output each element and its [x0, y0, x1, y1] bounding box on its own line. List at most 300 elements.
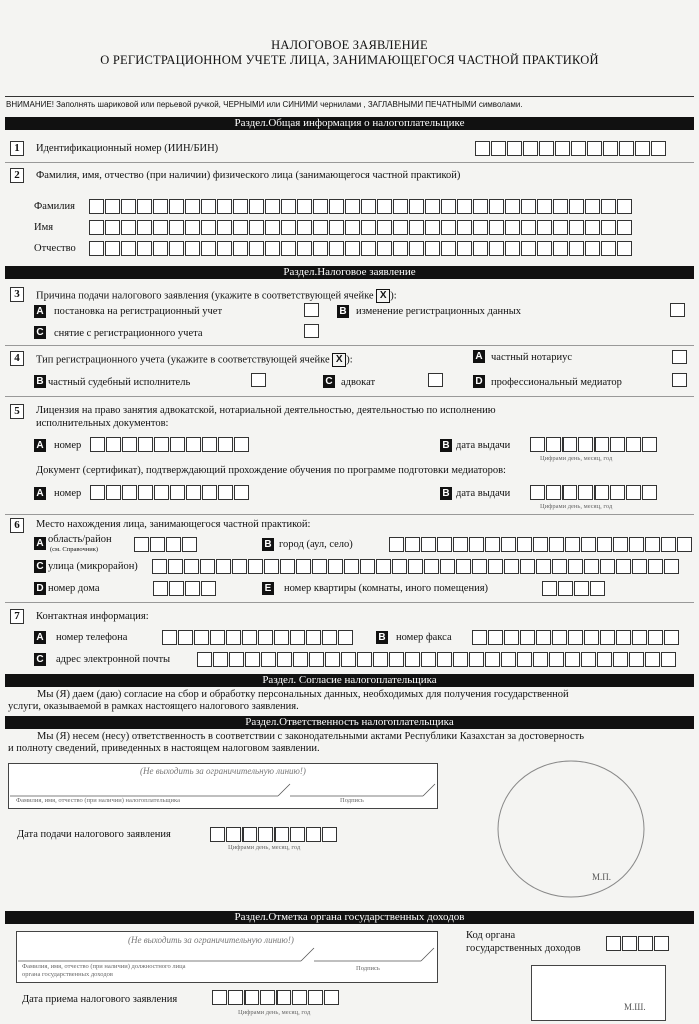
char-cell[interactable]	[472, 630, 487, 645]
char-cell[interactable]	[585, 241, 600, 256]
char-cell[interactable]	[242, 630, 257, 645]
char-cell[interactable]	[121, 220, 136, 235]
char-cell[interactable]	[184, 559, 199, 574]
char-cell[interactable]	[373, 652, 388, 667]
char-cell[interactable]	[501, 652, 516, 667]
char-cell[interactable]	[377, 199, 392, 214]
char-cell[interactable]	[485, 652, 500, 667]
char-cell[interactable]	[505, 199, 520, 214]
char-cell[interactable]	[606, 936, 621, 951]
char-cell[interactable]	[521, 241, 536, 256]
char-cell[interactable]	[322, 827, 337, 842]
char-cell[interactable]	[166, 537, 181, 552]
char-cell[interactable]	[393, 220, 408, 235]
char-cell[interactable]	[473, 199, 488, 214]
char-cell[interactable]	[441, 220, 456, 235]
char-cell[interactable]	[105, 220, 120, 235]
char-cell[interactable]	[89, 199, 104, 214]
char-cell[interactable]	[265, 199, 280, 214]
char-cell[interactable]	[308, 990, 323, 1005]
type-a-checkbox[interactable]	[672, 350, 687, 364]
char-cell[interactable]	[569, 199, 584, 214]
char-cell[interactable]	[549, 652, 564, 667]
char-cell[interactable]	[601, 220, 616, 235]
char-cell[interactable]	[453, 652, 468, 667]
char-cell[interactable]	[661, 537, 676, 552]
phone-cells[interactable]	[162, 630, 353, 645]
char-cell[interactable]	[105, 199, 120, 214]
char-cell[interactable]	[457, 241, 472, 256]
char-cell[interactable]	[168, 559, 183, 574]
iin-cells[interactable]	[475, 141, 666, 156]
char-cell[interactable]	[290, 827, 305, 842]
char-cell[interactable]	[485, 537, 500, 552]
char-cell[interactable]	[473, 220, 488, 235]
char-cell[interactable]	[182, 537, 197, 552]
char-cell[interactable]	[153, 581, 168, 596]
char-cell[interactable]	[601, 199, 616, 214]
char-cell[interactable]	[521, 220, 536, 235]
char-cell[interactable]	[542, 581, 557, 596]
char-cell[interactable]	[249, 241, 264, 256]
char-cell[interactable]	[440, 559, 455, 574]
char-cell[interactable]	[137, 199, 152, 214]
char-cell[interactable]	[264, 559, 279, 574]
char-cell[interactable]	[549, 537, 564, 552]
char-cell[interactable]	[345, 199, 360, 214]
char-cell[interactable]	[546, 485, 561, 500]
char-cell[interactable]	[329, 220, 344, 235]
char-cell[interactable]	[229, 652, 244, 667]
char-cell[interactable]	[456, 559, 471, 574]
char-cell[interactable]	[409, 199, 424, 214]
char-cell[interactable]	[234, 485, 249, 500]
char-cell[interactable]	[293, 652, 308, 667]
char-cell[interactable]	[405, 537, 420, 552]
char-cell[interactable]	[617, 220, 632, 235]
char-cell[interactable]	[533, 537, 548, 552]
char-cell[interactable]	[201, 241, 216, 256]
char-cell[interactable]	[89, 220, 104, 235]
char-cell[interactable]	[626, 485, 641, 500]
char-cell[interactable]	[553, 199, 568, 214]
char-cell[interactable]	[90, 437, 105, 452]
char-cell[interactable]	[437, 537, 452, 552]
char-cell[interactable]	[138, 437, 153, 452]
char-cell[interactable]	[581, 652, 596, 667]
char-cell[interactable]	[170, 485, 185, 500]
char-cell[interactable]	[153, 241, 168, 256]
region-cells[interactable]	[134, 537, 197, 552]
char-cell[interactable]	[552, 630, 567, 645]
char-cell[interactable]	[562, 437, 577, 452]
char-cell[interactable]	[345, 220, 360, 235]
char-cell[interactable]	[313, 220, 328, 235]
char-cell[interactable]	[425, 199, 440, 214]
char-cell[interactable]	[664, 559, 679, 574]
char-cell[interactable]	[574, 581, 589, 596]
char-cell[interactable]	[309, 652, 324, 667]
doc-date-cells[interactable]	[530, 485, 657, 500]
char-cell[interactable]	[265, 241, 280, 256]
char-cell[interactable]	[202, 485, 217, 500]
char-cell[interactable]	[212, 990, 227, 1005]
char-cell[interactable]	[281, 199, 296, 214]
char-cell[interactable]	[389, 652, 404, 667]
char-cell[interactable]	[488, 630, 503, 645]
char-cell[interactable]	[425, 241, 440, 256]
char-cell[interactable]	[654, 936, 669, 951]
char-cell[interactable]	[329, 241, 344, 256]
char-cell[interactable]	[505, 241, 520, 256]
char-cell[interactable]	[537, 241, 552, 256]
char-cell[interactable]	[585, 220, 600, 235]
char-cell[interactable]	[122, 437, 137, 452]
char-cell[interactable]	[121, 241, 136, 256]
char-cell[interactable]	[597, 537, 612, 552]
char-cell[interactable]	[626, 437, 641, 452]
char-cell[interactable]	[218, 437, 233, 452]
char-cell[interactable]	[457, 220, 472, 235]
char-cell[interactable]	[228, 990, 243, 1005]
char-cell[interactable]	[457, 199, 472, 214]
char-cell[interactable]	[453, 537, 468, 552]
char-cell[interactable]	[491, 141, 506, 156]
char-cell[interactable]	[137, 220, 152, 235]
char-cell[interactable]	[405, 652, 420, 667]
char-cell[interactable]	[473, 241, 488, 256]
char-cell[interactable]	[341, 652, 356, 667]
char-cell[interactable]	[376, 559, 391, 574]
char-cell[interactable]	[553, 241, 568, 256]
char-cell[interactable]	[297, 241, 312, 256]
email-cells[interactable]	[197, 652, 676, 667]
char-cell[interactable]	[578, 485, 593, 500]
char-cell[interactable]	[185, 241, 200, 256]
type-b-checkbox[interactable]	[251, 373, 266, 387]
char-cell[interactable]	[619, 141, 634, 156]
char-cell[interactable]	[409, 241, 424, 256]
char-cell[interactable]	[469, 652, 484, 667]
char-cell[interactable]	[613, 652, 628, 667]
apartment-cells[interactable]	[542, 581, 605, 596]
char-cell[interactable]	[324, 990, 339, 1005]
char-cell[interactable]	[517, 537, 532, 552]
char-cell[interactable]	[248, 559, 263, 574]
char-cell[interactable]	[217, 241, 232, 256]
char-cell[interactable]	[197, 652, 212, 667]
char-cell[interactable]	[312, 559, 327, 574]
char-cell[interactable]	[610, 437, 625, 452]
type-d-checkbox[interactable]	[672, 373, 687, 387]
char-cell[interactable]	[201, 199, 216, 214]
char-cell[interactable]	[587, 141, 602, 156]
char-cell[interactable]	[552, 559, 567, 574]
char-cell[interactable]	[106, 485, 121, 500]
char-cell[interactable]	[610, 485, 625, 500]
char-cell[interactable]	[377, 241, 392, 256]
char-cell[interactable]	[361, 241, 376, 256]
char-cell[interactable]	[635, 141, 650, 156]
char-cell[interactable]	[202, 437, 217, 452]
char-cell[interactable]	[137, 241, 152, 256]
char-cell[interactable]	[216, 559, 231, 574]
char-cell[interactable]	[546, 437, 561, 452]
char-cell[interactable]	[242, 827, 257, 842]
char-cell[interactable]	[441, 241, 456, 256]
char-cell[interactable]	[313, 241, 328, 256]
char-cell[interactable]	[258, 630, 273, 645]
char-cell[interactable]	[186, 485, 201, 500]
char-cell[interactable]	[292, 990, 307, 1005]
char-cell[interactable]	[421, 537, 436, 552]
char-cell[interactable]	[504, 630, 519, 645]
char-cell[interactable]	[249, 199, 264, 214]
char-cell[interactable]	[568, 630, 583, 645]
char-cell[interactable]	[389, 537, 404, 552]
char-cell[interactable]	[600, 559, 615, 574]
char-cell[interactable]	[645, 537, 660, 552]
char-cell[interactable]	[274, 827, 289, 842]
char-cell[interactable]	[603, 141, 618, 156]
char-cell[interactable]	[210, 630, 225, 645]
char-cell[interactable]	[539, 141, 554, 156]
char-cell[interactable]	[89, 241, 104, 256]
char-cell[interactable]	[537, 199, 552, 214]
char-cell[interactable]	[105, 241, 120, 256]
char-cell[interactable]	[90, 485, 105, 500]
char-cell[interactable]	[213, 652, 228, 667]
char-cell[interactable]	[344, 559, 359, 574]
authority-code-cells[interactable]	[606, 936, 669, 951]
char-cell[interactable]	[581, 537, 596, 552]
char-cell[interactable]	[622, 936, 637, 951]
char-cell[interactable]	[632, 559, 647, 574]
char-cell[interactable]	[106, 437, 121, 452]
char-cell[interactable]	[306, 827, 321, 842]
char-cell[interactable]	[584, 630, 599, 645]
receive-date-cells[interactable]	[212, 990, 339, 1005]
char-cell[interactable]	[475, 141, 490, 156]
char-cell[interactable]	[571, 141, 586, 156]
char-cell[interactable]	[533, 652, 548, 667]
char-cell[interactable]	[597, 652, 612, 667]
char-cell[interactable]	[578, 437, 593, 452]
char-cell[interactable]	[555, 141, 570, 156]
char-cell[interactable]	[232, 559, 247, 574]
char-cell[interactable]	[186, 437, 201, 452]
name-cells[interactable]	[89, 220, 632, 235]
char-cell[interactable]	[645, 652, 660, 667]
char-cell[interactable]	[520, 630, 535, 645]
char-cell[interactable]	[200, 559, 215, 574]
char-cell[interactable]	[360, 559, 375, 574]
char-cell[interactable]	[648, 559, 663, 574]
char-cell[interactable]	[290, 630, 305, 645]
char-cell[interactable]	[154, 437, 169, 452]
char-cell[interactable]	[601, 241, 616, 256]
char-cell[interactable]	[642, 485, 657, 500]
char-cell[interactable]	[328, 559, 343, 574]
char-cell[interactable]	[409, 220, 424, 235]
char-cell[interactable]	[530, 437, 545, 452]
char-cell[interactable]	[134, 537, 149, 552]
char-cell[interactable]	[664, 630, 679, 645]
char-cell[interactable]	[361, 220, 376, 235]
char-cell[interactable]	[629, 537, 644, 552]
char-cell[interactable]	[210, 827, 225, 842]
char-cell[interactable]	[169, 220, 184, 235]
char-cell[interactable]	[322, 630, 337, 645]
char-cell[interactable]	[393, 241, 408, 256]
char-cell[interactable]	[169, 581, 184, 596]
type-c-checkbox[interactable]	[428, 373, 443, 387]
char-cell[interactable]	[472, 559, 487, 574]
char-cell[interactable]	[537, 220, 552, 235]
char-cell[interactable]	[297, 199, 312, 214]
char-cell[interactable]	[226, 630, 241, 645]
street-cells[interactable]	[152, 559, 679, 574]
char-cell[interactable]	[217, 220, 232, 235]
reason-c-checkbox[interactable]	[304, 324, 319, 338]
char-cell[interactable]	[281, 241, 296, 256]
char-cell[interactable]	[517, 652, 532, 667]
char-cell[interactable]	[169, 241, 184, 256]
char-cell[interactable]	[629, 652, 644, 667]
char-cell[interactable]	[600, 630, 615, 645]
char-cell[interactable]	[585, 199, 600, 214]
char-cell[interactable]	[245, 652, 260, 667]
char-cell[interactable]	[558, 581, 573, 596]
char-cell[interactable]	[565, 537, 580, 552]
char-cell[interactable]	[201, 220, 216, 235]
char-cell[interactable]	[260, 990, 275, 1005]
surname-cells[interactable]	[89, 199, 632, 214]
char-cell[interactable]	[233, 199, 248, 214]
char-cell[interactable]	[530, 485, 545, 500]
char-cell[interactable]	[521, 199, 536, 214]
char-cell[interactable]	[162, 630, 177, 645]
char-cell[interactable]	[325, 652, 340, 667]
char-cell[interactable]	[677, 537, 692, 552]
char-cell[interactable]	[590, 581, 605, 596]
char-cell[interactable]	[313, 199, 328, 214]
char-cell[interactable]	[233, 220, 248, 235]
char-cell[interactable]	[217, 199, 232, 214]
char-cell[interactable]	[153, 220, 168, 235]
char-cell[interactable]	[226, 827, 241, 842]
char-cell[interactable]	[536, 559, 551, 574]
char-cell[interactable]	[178, 630, 193, 645]
char-cell[interactable]	[218, 485, 233, 500]
char-cell[interactable]	[153, 199, 168, 214]
char-cell[interactable]	[507, 141, 522, 156]
char-cell[interactable]	[249, 220, 264, 235]
city-cells[interactable]	[389, 537, 692, 552]
char-cell[interactable]	[501, 537, 516, 552]
char-cell[interactable]	[632, 630, 647, 645]
char-cell[interactable]	[488, 559, 503, 574]
char-cell[interactable]	[169, 199, 184, 214]
char-cell[interactable]	[520, 559, 535, 574]
char-cell[interactable]	[244, 990, 259, 1005]
char-cell[interactable]	[345, 241, 360, 256]
char-cell[interactable]	[201, 581, 216, 596]
char-cell[interactable]	[562, 485, 577, 500]
char-cell[interactable]	[154, 485, 169, 500]
char-cell[interactable]	[296, 559, 311, 574]
reason-b-checkbox[interactable]	[670, 303, 685, 317]
char-cell[interactable]	[661, 652, 676, 667]
char-cell[interactable]	[613, 537, 628, 552]
license-date-cells[interactable]	[530, 437, 657, 452]
house-cells[interactable]	[153, 581, 216, 596]
char-cell[interactable]	[194, 630, 209, 645]
char-cell[interactable]	[265, 220, 280, 235]
char-cell[interactable]	[651, 141, 666, 156]
char-cell[interactable]	[408, 559, 423, 574]
char-cell[interactable]	[523, 141, 538, 156]
char-cell[interactable]	[393, 199, 408, 214]
doc-number-cells[interactable]	[90, 485, 249, 500]
char-cell[interactable]	[258, 827, 273, 842]
char-cell[interactable]	[121, 199, 136, 214]
license-number-cells[interactable]	[90, 437, 249, 452]
char-cell[interactable]	[616, 630, 631, 645]
patronymic-cells[interactable]	[89, 241, 632, 256]
char-cell[interactable]	[617, 199, 632, 214]
char-cell[interactable]	[274, 630, 289, 645]
char-cell[interactable]	[553, 220, 568, 235]
char-cell[interactable]	[361, 199, 376, 214]
char-cell[interactable]	[234, 437, 249, 452]
char-cell[interactable]	[138, 485, 153, 500]
char-cell[interactable]	[150, 537, 165, 552]
char-cell[interactable]	[152, 559, 167, 574]
char-cell[interactable]	[329, 199, 344, 214]
char-cell[interactable]	[306, 630, 321, 645]
char-cell[interactable]	[297, 220, 312, 235]
fax-cells[interactable]	[472, 630, 679, 645]
char-cell[interactable]	[437, 652, 452, 667]
char-cell[interactable]	[565, 652, 580, 667]
char-cell[interactable]	[584, 559, 599, 574]
char-cell[interactable]	[392, 559, 407, 574]
char-cell[interactable]	[280, 559, 295, 574]
char-cell[interactable]	[185, 581, 200, 596]
char-cell[interactable]	[569, 220, 584, 235]
char-cell[interactable]	[638, 936, 653, 951]
char-cell[interactable]	[233, 241, 248, 256]
char-cell[interactable]	[536, 630, 551, 645]
char-cell[interactable]	[425, 220, 440, 235]
char-cell[interactable]	[276, 990, 291, 1005]
char-cell[interactable]	[261, 652, 276, 667]
char-cell[interactable]	[441, 199, 456, 214]
char-cell[interactable]	[489, 241, 504, 256]
char-cell[interactable]	[489, 220, 504, 235]
char-cell[interactable]	[504, 559, 519, 574]
char-cell[interactable]	[277, 652, 292, 667]
char-cell[interactable]	[170, 437, 185, 452]
char-cell[interactable]	[594, 437, 609, 452]
char-cell[interactable]	[648, 630, 663, 645]
reason-a-checkbox[interactable]	[304, 303, 319, 317]
char-cell[interactable]	[569, 241, 584, 256]
char-cell[interactable]	[185, 199, 200, 214]
char-cell[interactable]	[424, 559, 439, 574]
char-cell[interactable]	[421, 652, 436, 667]
